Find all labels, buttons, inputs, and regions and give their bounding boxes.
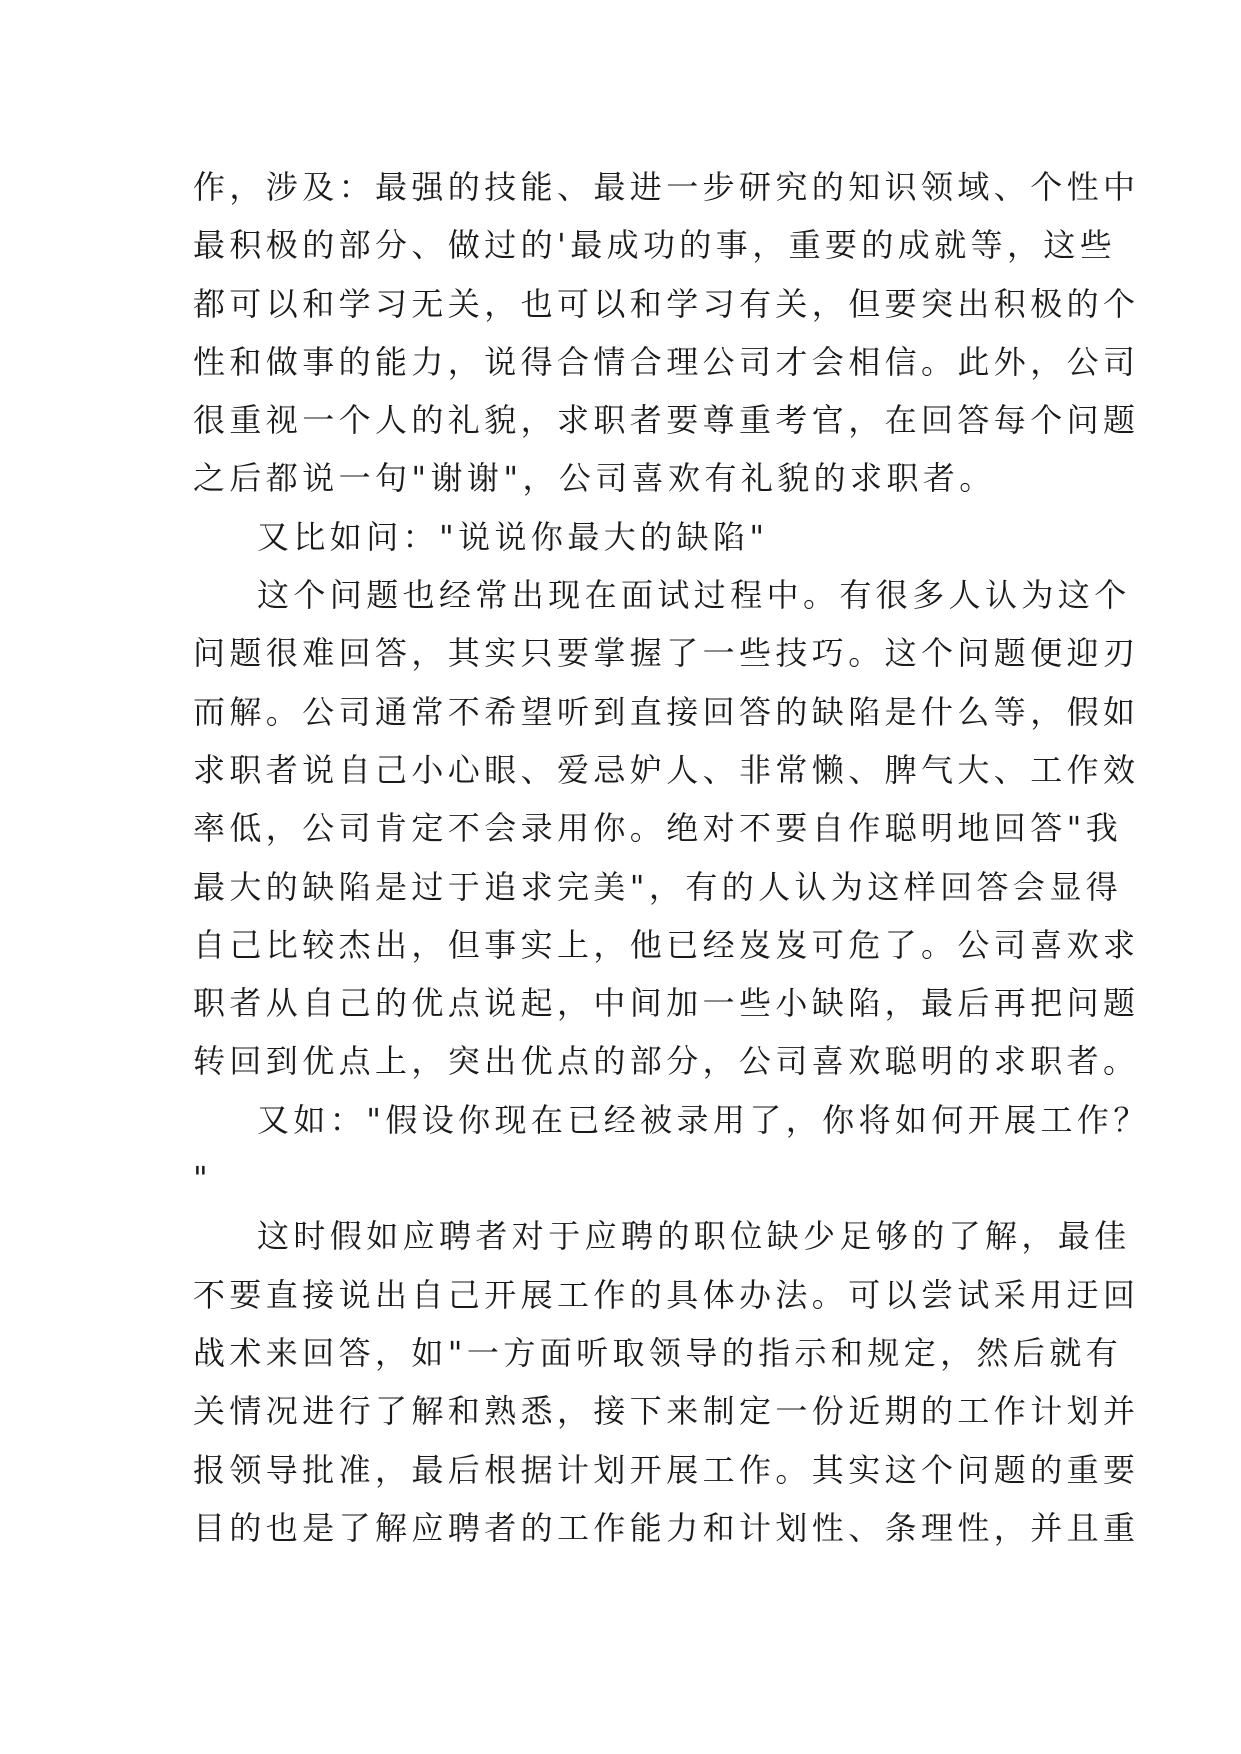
text-line: 转回到优点上，突出优点的部分，公司喜欢聪明的求职者。 [193,1042,1140,1081]
body-text [193,158,1150,1557]
text-line: 最积极的部分、做过的'最成功的事，重要的成就等，这些 [193,226,1117,265]
paragraph-start-line: 又比如问："说说你最大的缺陷" [257,517,769,556]
text-line: 不要直接说出自己开展工作的具体办法。可以尝试采用迂回 [193,1275,1140,1314]
paragraph-start-line: 这个问题也经常出现在面试过程中。有很多人认为这个 [257,576,1131,615]
text-line: 职者从自己的优点说起，中间加一些小缺陷，最后再把问题 [193,984,1140,1023]
paragraph-start-line: 这时假如应聘者对于应聘的职位缺少足够的了解，最佳 [257,1217,1131,1256]
text-line: 目的也是了解应聘者的工作能力和计划性、条理性，并且重 [193,1508,1140,1547]
text-line: 最大的缺陷是过于追求完美"，有的人认为这样回答会显得 [193,867,1123,906]
text-line: 性和做事的能力，说得合情合理公司才会相信。此外，公司 [193,342,1140,381]
text-line: 都可以和学习无关，也可以和学习有关，但要突出积极的个 [193,284,1140,323]
text-line: 求职者说自己小心眼、爱忌妒人、非常懒、脾气大、工作效 [193,750,1140,789]
text-line: 之后都说一句"谢谢"，公司喜欢有礼貌的求职者。 [193,459,996,498]
text-line: 战术来回答，如"一方面听取领导的指示和规定，然后就有 [193,1333,1123,1372]
text-line: " [193,1159,213,1198]
text-line: 很重视一个人的礼貌，求职者要尊重考官，在回答每个问题 [193,401,1140,440]
paragraph-start-line: 又如："假设你现在已经被录用了，你将如何开展工作？ [257,1100,1150,1139]
text-line: 作，涉及：最强的技能、最进一步研究的知识领域、个性中 [193,168,1140,206]
text-line: 问题很难回答，其实只要掌握了一些技巧。这个问题便迎刃 [193,634,1140,673]
text-line: 关情况进行了解和熟悉，接下来制定一份近期的工作计划并 [193,1392,1140,1431]
text-line: 报领导批准，最后根据计划开展工作。其实这个问题的重要 [193,1450,1140,1489]
text-line: 率低，公司肯定不会录用你。绝对不要自作聪明地回答"我 [193,809,1123,848]
text-line: 而解。公司通常不希望听到直接回答的缺陷是什么等，假如 [193,692,1140,731]
text-line: 自己比较杰出，但事实上，他已经岌岌可危了。公司喜欢求 [193,925,1140,964]
